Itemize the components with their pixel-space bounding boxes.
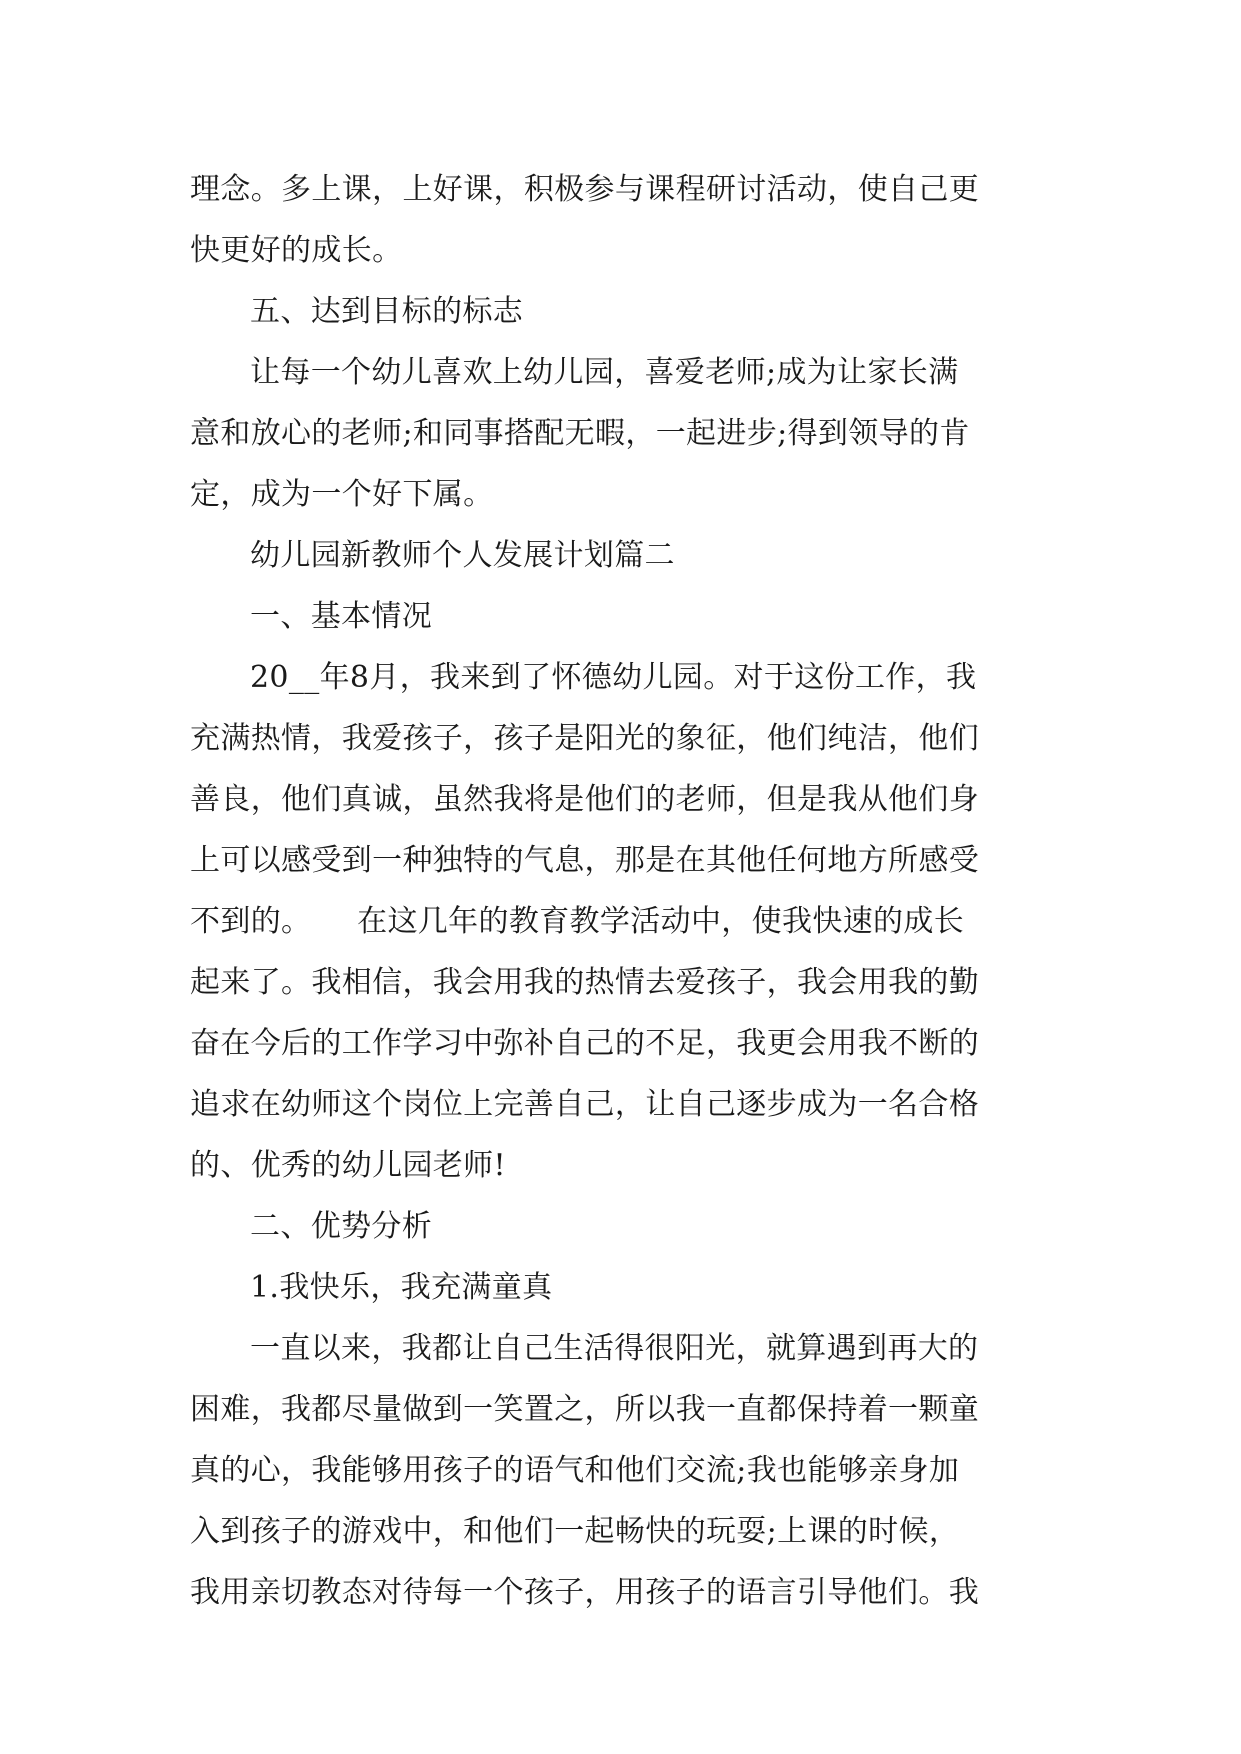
text-line: 充满热情，我爱孩子，孩子是阳光的象征，他们纯洁，他们 [190,721,980,756]
document-title: 幼儿园新教师个人发展计划篇二 [250,538,675,573]
text-line: 困难，我都尽量做到一笑置之，所以我一直都保持着一颗童 [190,1392,980,1427]
text-line: 的、优秀的幼儿园老师! [190,1148,506,1183]
text-line: 我用亲切教态对待每一个孩子，用孩子的语言引导他们。我 [190,1575,980,1610]
section-heading: 二、优势分析 [250,1209,433,1244]
text-line: 让每一个幼儿喜欢上幼儿园，喜爱老师;成为让家长满 [250,355,959,390]
text-line: 理念。多上课，上好课，积极参与课程研讨活动，使自己更 [190,172,980,207]
subsection-heading: 1.我快乐，我充满童真 [250,1270,553,1305]
text-line: 定，成为一个好下属。 [190,477,494,512]
text-line: 20__年8月，我来到了怀德幼儿园。对于这份工作，我 [250,660,977,695]
text-line: 一直以来，我都让自己生活得很阳光，就算遇到再大的 [250,1331,979,1366]
text-line: 真的心，我能够用孩子的语气和他们交流;我也能够亲身加 [190,1453,960,1488]
text-line: 不到的。 在这几年的教育教学活动中，使我快速的成长 [190,904,965,939]
section-heading: 五、达到目标的标志 [250,294,524,329]
text-line: 起来了。我相信，我会用我的热情去爱孩子，我会用我的勤 [190,965,980,1000]
text-line: 追求在幼师这个岗位上完善自己，让自己逐步成为一名合格 [190,1087,980,1122]
text-line: 快更好的成长。 [190,233,403,268]
text-line: 入到孩子的游戏中，和他们一起畅快的玩耍;上课的时候， [190,1514,960,1549]
section-heading: 一、基本情况 [250,599,433,634]
text-line: 善良，他们真诚，虽然我将是他们的老师，但是我从他们身 [190,782,980,817]
text-line: 奋在今后的工作学习中弥补自己的不足，我更会用我不断的 [190,1026,980,1061]
document-body [190,159,1050,1623]
text-line: 上可以感受到一种独特的气息，那是在其他任何地方所感受 [190,843,980,878]
text-line: 意和放心的老师;和同事搭配无暇，一起进步;得到领导的肯 [190,416,970,451]
